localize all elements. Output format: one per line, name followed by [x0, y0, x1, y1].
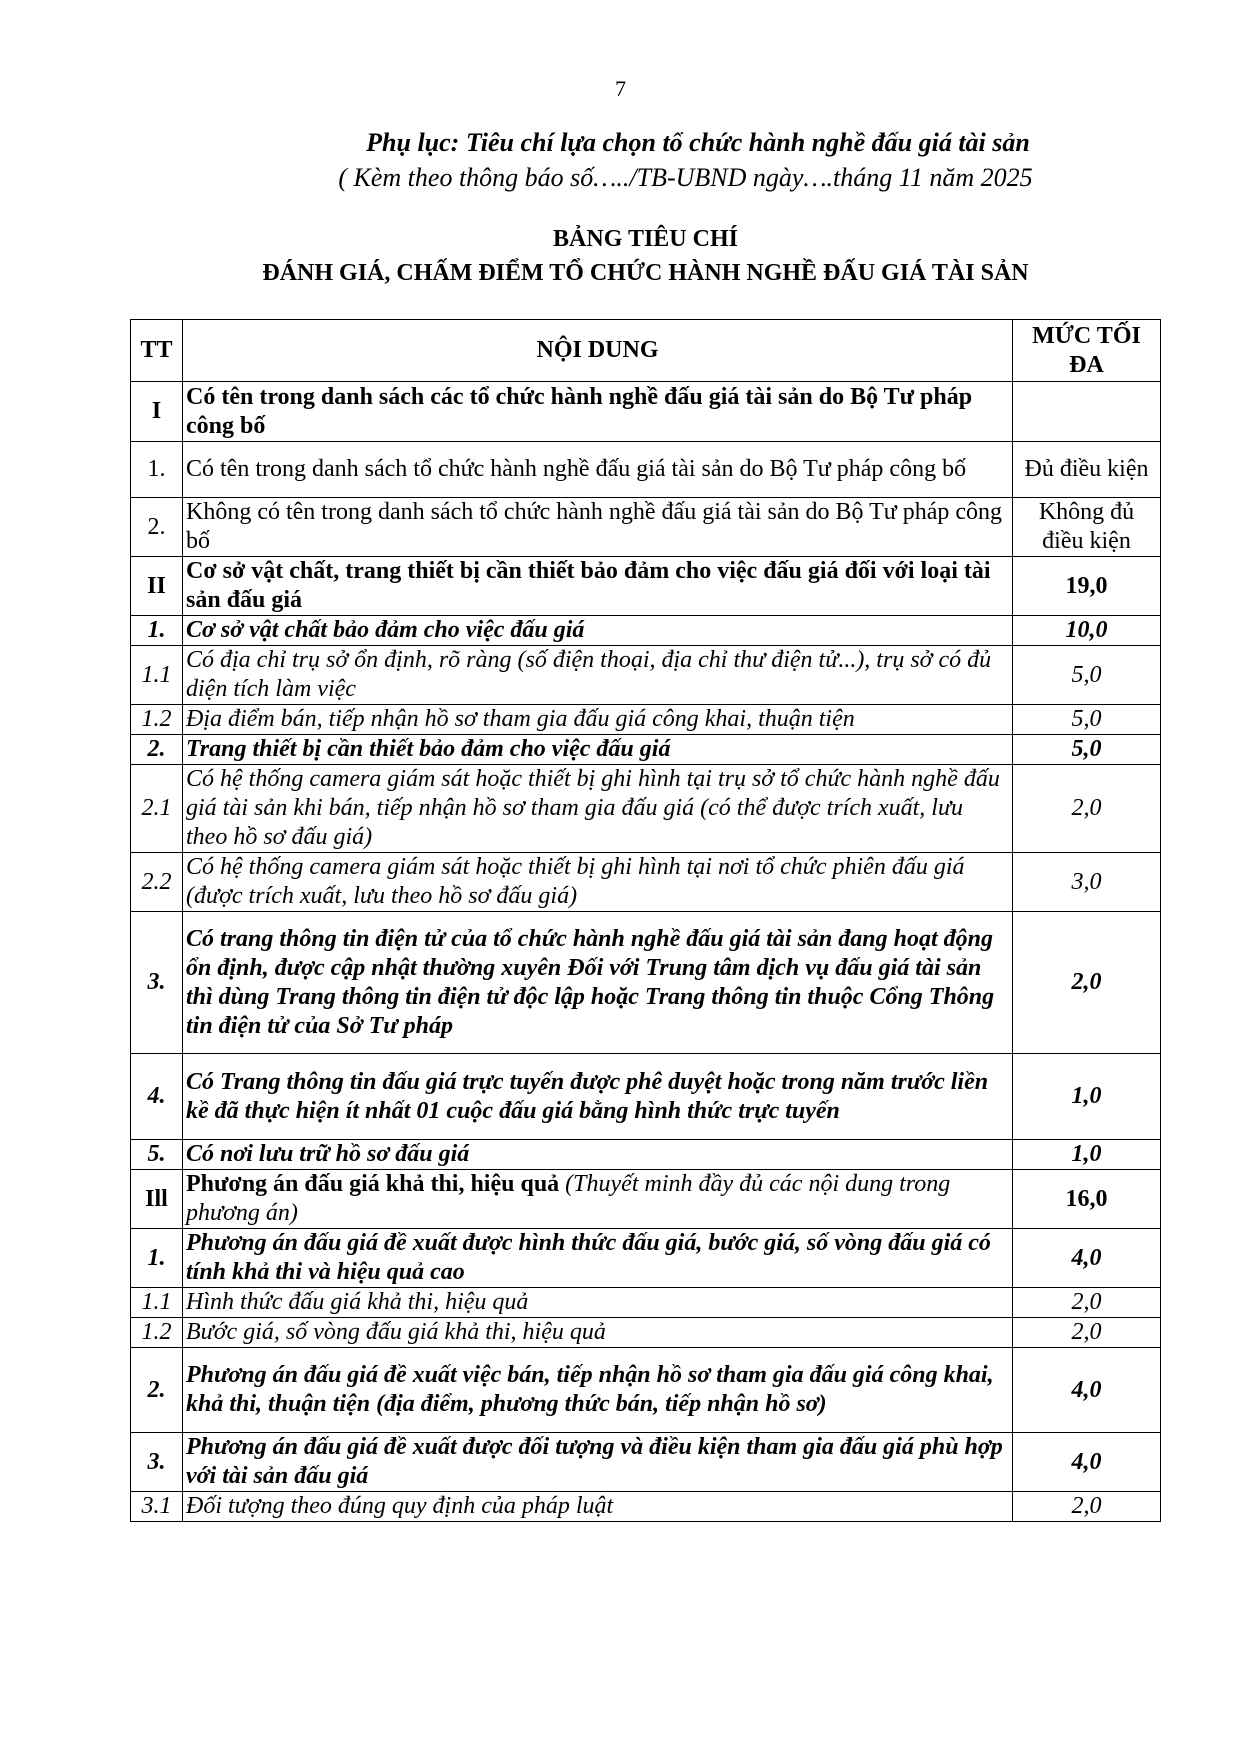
table-row [131, 1054, 1161, 1140]
table-row [131, 616, 1161, 646]
row-tt: 3.1 [131, 1492, 183, 1522]
row-tt: 2.2 [131, 853, 183, 912]
row-tt: 4. [131, 1054, 183, 1140]
row-content [183, 705, 1013, 735]
row-content [183, 616, 1013, 646]
table-row [131, 646, 1161, 705]
row-max-score: 5,0 [1013, 646, 1161, 705]
table-row [131, 1288, 1161, 1318]
row-max-score: 5,0 [1013, 735, 1161, 765]
row-tt: 1. [131, 1229, 183, 1288]
row-content [183, 498, 1013, 557]
row-max-score: 4,0 [1013, 1433, 1161, 1492]
row-tt: II [131, 557, 183, 616]
table-title: BẢNG TIÊU CHÍ [553, 226, 738, 252]
row-max-score: Đủ điều kiện [1013, 442, 1161, 498]
row-content-text: Không có tên trong danh sách tổ chức hành nghề đấu giá tài sản do Bộ Tư pháp công bố [186, 499, 1003, 554]
row-content-note: (Thuyết minh đầy đủ các nội dung trong phương án) [186, 1171, 951, 1226]
row-max-score: 1,0 [1013, 1140, 1161, 1170]
row-content-text: Có hệ thống camera giám sát hoặc thiết bị ghi hình tại nơi tổ chức phiên đấu giá (được trích xuất, lưu theo hồ sơ đấu giá) [186, 854, 965, 909]
row-max-score: 2,0 [1013, 912, 1161, 1054]
row-max-score: 2,0 [1013, 1288, 1161, 1318]
row-content [183, 1229, 1013, 1288]
row-max-score: 4,0 [1013, 1229, 1161, 1288]
row-max-score: 19,0 [1013, 557, 1161, 616]
row-content-text: Có tên trong danh sách tổ chức hành nghề đấu giá tài sản do Bộ Tư pháp công bố [186, 456, 967, 482]
row-content [183, 646, 1013, 705]
row-content [183, 1054, 1013, 1140]
header-tt: TT [131, 320, 183, 382]
row-max-score: 3,0 [1013, 853, 1161, 912]
row-tt: 1.2 [131, 1318, 183, 1348]
row-content-text: Hình thức đấu giá khả thi, hiệu quả [186, 1289, 529, 1315]
row-content [183, 1170, 1013, 1229]
row-max-score: 2,0 [1013, 765, 1161, 853]
row-tt: 1.1 [131, 646, 183, 705]
row-content [183, 912, 1013, 1054]
table-row [131, 442, 1161, 498]
row-content-text: Địa điểm bán, tiếp nhận hồ sơ tham gia đấu giá công khai, thuận tiện [186, 706, 855, 732]
row-content-text: Đối tượng theo đúng quy định của pháp luật [186, 1493, 614, 1519]
table-row [131, 735, 1161, 765]
table-row [131, 498, 1161, 557]
header-content: NỘI DUNG [183, 320, 1013, 382]
row-tt: 3. [131, 912, 183, 1054]
row-content-text: Có tên trong danh sách các tổ chức hành nghề đấu giá tài sản do Bộ Tư pháp công bố [186, 383, 973, 439]
row-tt: 2. [131, 735, 183, 765]
table-row [131, 912, 1161, 1054]
row-content-text: Cơ sở vật chất, trang thiết bị cần thiết bảo đảm cho việc đấu giá đối với loại tài sản đấu giá [186, 558, 991, 613]
row-content [183, 557, 1013, 616]
row-content-text: Có địa chỉ trụ sở ổn định, rõ ràng (số điện thoại, địa chỉ thư điện tử...), trụ sở có đủ diện tích làm việc [186, 647, 992, 702]
row-max-score [1013, 382, 1161, 442]
row-tt: 2. [131, 498, 183, 557]
row-content-text: Cơ sở vật chất bảo đảm cho việc đấu giá [186, 617, 585, 643]
row-content-text: Có trang thông tin điện tử của tổ chức hành nghề đấu giá tài sản đang hoạt động ổn định, được cập nhật thường xuyên Đối với Trung tâm dịch vụ đấu giá tài sản thì dùng Trang thông tin điện tử độc lập hoặc Trang thông tin thuộc Cổng Thông tin điện tử của Sở Tư pháp [186, 925, 995, 1039]
table-row [131, 1492, 1161, 1522]
row-content [183, 735, 1013, 765]
table-row [131, 1170, 1161, 1229]
criteria-table [130, 319, 1161, 1522]
table-row [131, 1229, 1161, 1288]
row-content-text: Phương án đấu giá đề xuất được đối tượng và điều kiện tham gia đấu giá phù hợp với tài sản đấu giá [186, 1434, 1003, 1489]
table-row [131, 765, 1161, 853]
row-tt: 2.1 [131, 765, 183, 853]
row-max-score: 10,0 [1013, 616, 1161, 646]
table-row [131, 382, 1161, 442]
row-content-text: Có nơi lưu trữ hồ sơ đấu giá [186, 1141, 470, 1167]
row-content [183, 382, 1013, 442]
row-content-text: Phương án đấu giá đề xuất việc bán, tiếp nhận hồ sơ tham gia đấu giá công khai, khả thi, thuận tiện (địa điểm, phương thức bán, tiếp nhận hồ sơ) [186, 1362, 994, 1417]
table-row [131, 1318, 1161, 1348]
table-row [131, 557, 1161, 616]
table-header-row [131, 320, 1161, 382]
header-max-score: MỨC TỐI ĐA [1013, 320, 1161, 382]
table-row [131, 705, 1161, 735]
row-tt: 1.1 [131, 1288, 183, 1318]
row-tt: 5. [131, 1140, 183, 1170]
row-max-score: 5,0 [1013, 705, 1161, 735]
row-content [183, 1288, 1013, 1318]
row-content-text: Phương án đấu giá khả thi, hiệu quả [186, 1171, 560, 1197]
row-max-score: 1,0 [1013, 1054, 1161, 1140]
row-content [183, 1318, 1013, 1348]
row-tt: I [131, 382, 183, 442]
table-subtitle: ĐÁNH GIÁ, CHẤM ĐIỂM TỔ CHỨC HÀNH NGHỀ ĐẤU GIÁ TÀI SẢN [262, 260, 1029, 286]
row-content [183, 1433, 1013, 1492]
row-tt: 2. [131, 1348, 183, 1433]
appendix-subtitle: ( Kèm theo thông báo số…../TB-UBND ngày….tháng 11 năm 2025 [338, 163, 1033, 192]
appendix-title: Phụ lục: Tiêu chí lựa chọn tổ chức hành nghề đấu giá tài sản [366, 128, 1030, 157]
page-number: 7 [615, 76, 626, 101]
row-tt: 1.2 [131, 705, 183, 735]
row-content [183, 1140, 1013, 1170]
row-content [183, 442, 1013, 498]
table-row [131, 1348, 1161, 1433]
row-content [183, 1492, 1013, 1522]
row-content-text: Có Trang thông tin đấu giá trực tuyến được phê duyệt hoặc trong năm trước liền kề đã thực hiện ít nhất 01 cuộc đấu giá bằng hình thức trực tuyến [186, 1068, 989, 1124]
row-tt: 3. [131, 1433, 183, 1492]
table-row [131, 1433, 1161, 1492]
row-tt: 1. [131, 616, 183, 646]
row-content [183, 765, 1013, 853]
row-content-text: Có hệ thống camera giám sát hoặc thiết bị ghi hình tại trụ sở tổ chức hành nghề đấu giá tài sản khi bán, tiếp nhận hồ sơ tham gia đấu giá (có thể được trích xuất, lưu theo hồ sơ đấu giá) [186, 766, 1000, 850]
row-tt: 1. [131, 442, 183, 498]
row-content-text: Bước giá, số vòng đấu giá khả thi, hiệu quả [186, 1319, 606, 1345]
row-max-score: Không đủ điều kiện [1013, 498, 1161, 557]
row-max-score: 2,0 [1013, 1318, 1161, 1348]
row-max-score: 16,0 [1013, 1170, 1161, 1229]
table-row [131, 853, 1161, 912]
row-content [183, 1348, 1013, 1433]
row-tt: Ill [131, 1170, 183, 1229]
row-content [183, 853, 1013, 912]
table-row [131, 1140, 1161, 1170]
row-content-text: Phương án đấu giá đề xuất được hình thức đấu giá, bước giá, số vòng đấu giá có tính khả thi và hiệu quả cao [186, 1230, 991, 1285]
row-max-score: 4,0 [1013, 1348, 1161, 1433]
row-max-score: 2,0 [1013, 1492, 1161, 1522]
row-content-text: Trang thiết bị cần thiết bảo đảm cho việc đấu giá [186, 736, 671, 762]
